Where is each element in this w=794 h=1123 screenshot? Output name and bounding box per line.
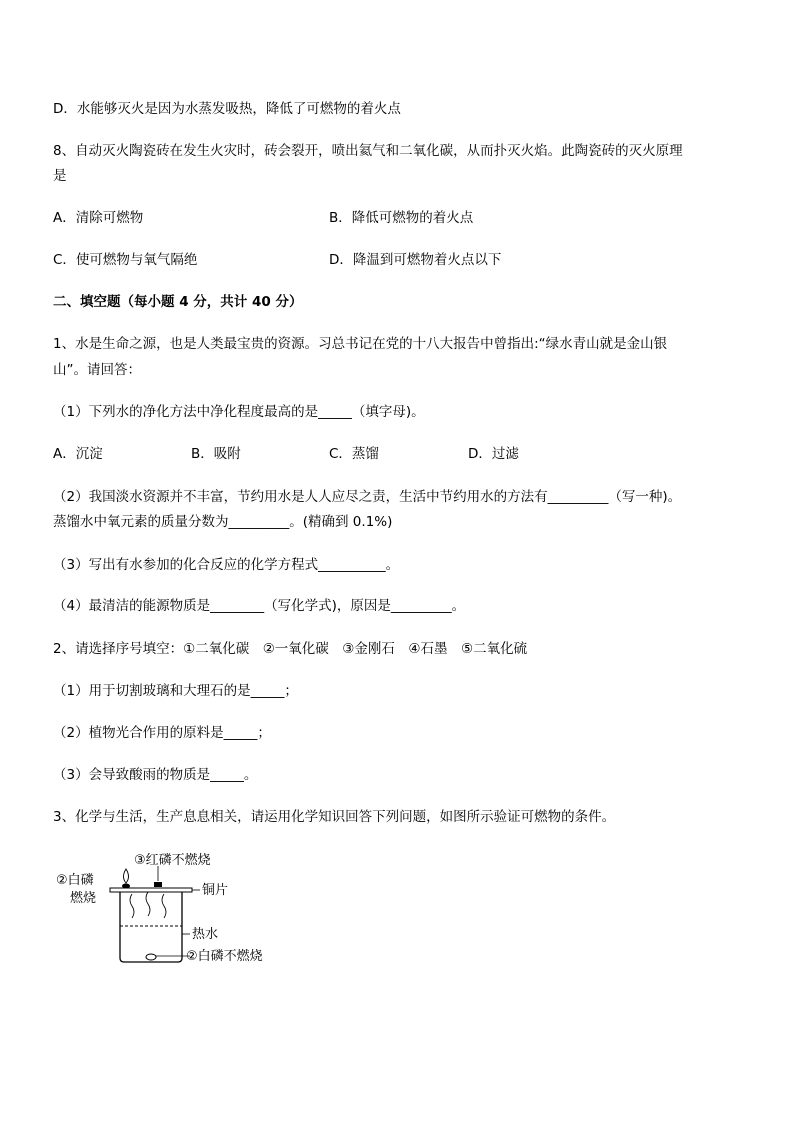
flame-icon [124, 869, 129, 883]
fq1-part1: （1）下列水的净化方法中净化程度最高的是_____（填字母)。 [53, 404, 425, 420]
steam-lines [130, 892, 166, 918]
fq2-part2: （2）植物光合作用的原料是_____； [53, 725, 271, 741]
white-phosphorus-top [122, 884, 130, 889]
label-white-phosphorus-top-1: ②白磷 [56, 873, 94, 888]
fq1-stem-line1: 1、水是生命之源，也是人类最宝贵的资源。习总书记在党的十八大报告中曾指出:“绿水青山就是金山银 [53, 336, 668, 352]
label-white-phosphorus-top-2: 燃烧 [70, 891, 97, 906]
q8-stem-line2: 是 [53, 168, 67, 184]
fq1-stem-line2: 山”。请回答： [53, 362, 141, 378]
q8-option-a: A．清除可燃物 [53, 210, 144, 226]
fq1-option-c: C．蒸馏 [329, 446, 379, 462]
fq2-stem: 2、请选择序号填空：①二氧化碳 ②一氧化碳 ③金刚石 ④石墨 ⑤二氧化硫 [53, 641, 528, 657]
red-phosphorus [154, 882, 162, 887]
white-phosphorus-bottom [146, 954, 156, 960]
label-hot-water: 热水 [192, 927, 219, 942]
fq1-option-d: D．过滤 [468, 446, 519, 462]
q8-option-d: D．降温到可燃物着火点以下 [329, 252, 502, 268]
q8-option-b: B．降低可燃物的着火点 [329, 210, 474, 226]
q8-stem-line1: 8、自动灭火陶瓷砖在发生火灾时，砖会裂开，喷出氦气和二氧化碳，从而扑灭火焰。此陶瓷砖的灭火原理 [53, 143, 683, 159]
fq2-part3: （3）会导致酸雨的物质是_____。 [53, 767, 258, 783]
beaker [120, 892, 182, 962]
q8-option-c: C．使可燃物与氧气隔绝 [53, 252, 198, 268]
fq1-option-a: A．沉淀 [53, 446, 103, 462]
label-copper: 铜片 [202, 883, 229, 898]
label-white-phosphorus-bottom: ②白磷不燃烧 [186, 949, 263, 964]
section-title: 二、填空题（每小题 4 分，共计 40 分） [53, 294, 303, 310]
copper-plate [110, 888, 192, 892]
fq1-part2-line2: 蒸馏水中氧元素的质量分数为_________。(精确到 0.1%) [53, 514, 393, 530]
combustion-experiment-figure [50, 850, 290, 970]
fq3-stem: 3、化学与生活，生产息息相关，请运用化学知识回答下列问题，如图所示验证可燃物的条件。 [53, 809, 616, 825]
prev-option-d: D．水能够灭火是因为水蒸发吸热，降低了可燃物的着火点 [53, 101, 401, 117]
fq1-part4: （4）最清洁的能源物质是________（写化学式)，原因是_________。 [53, 598, 466, 614]
fq1-option-b: B．吸附 [191, 446, 241, 462]
label-red-phosphorus: ③红磷不燃烧 [134, 853, 211, 868]
fq1-part3: （3）写出有水参加的化合反应的化学方程式__________。 [53, 557, 400, 573]
fq2-part1: （1）用于切割玻璃和大理石的是_____； [53, 683, 298, 699]
fq1-part2-line1: （2）我国淡水资源并不丰富，节约用水是人人应尽之责，生活中节约用水的方法有_________（写一种)。 [53, 489, 682, 505]
